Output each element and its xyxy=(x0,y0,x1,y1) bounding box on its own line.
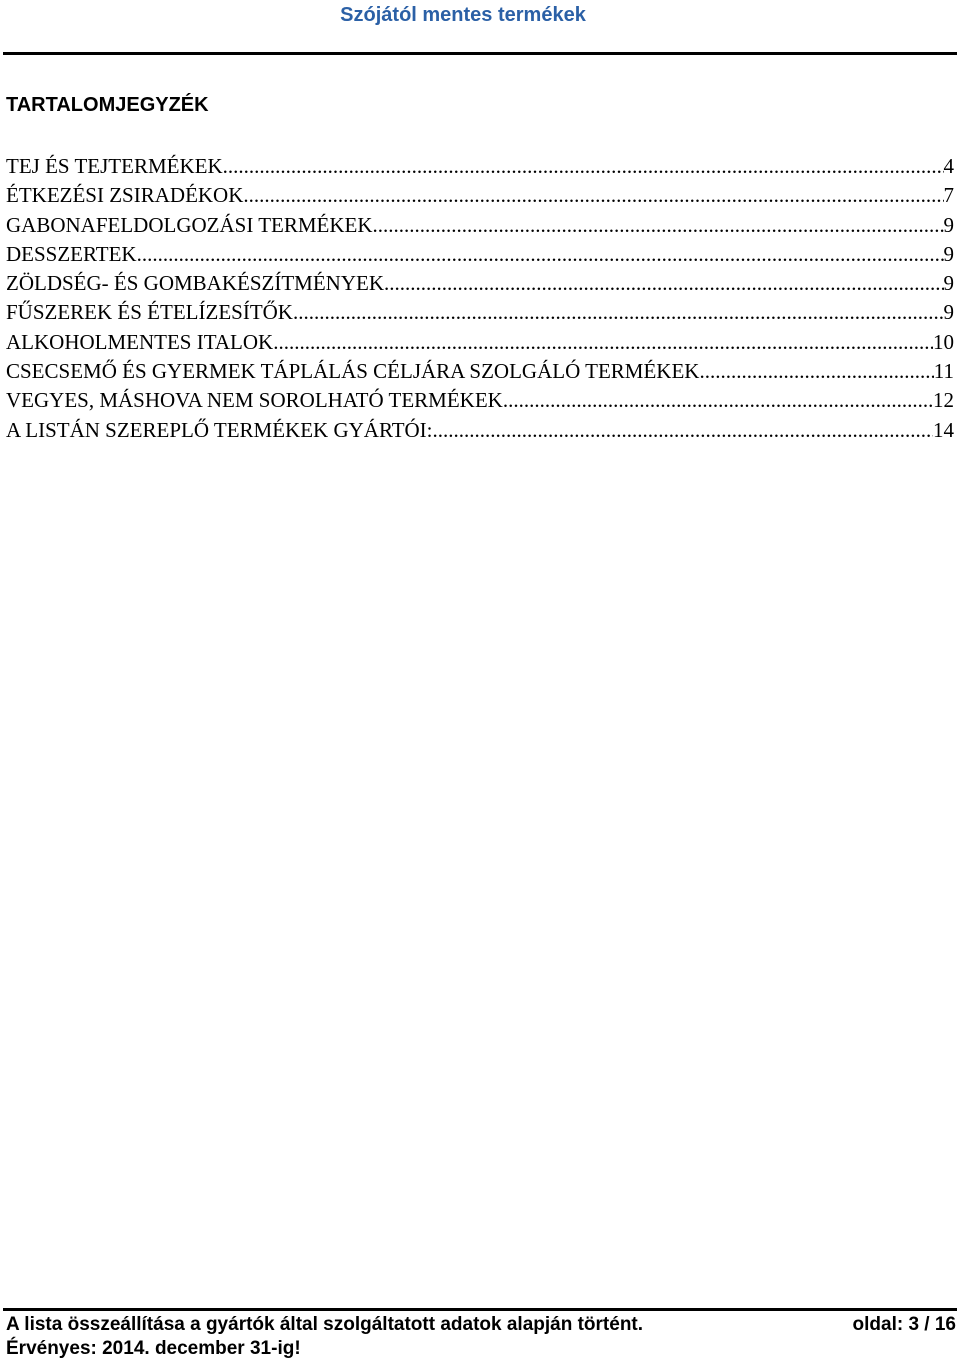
header-divider xyxy=(3,52,957,55)
toc-entry-page: 11 xyxy=(933,359,954,384)
toc-leader-dots xyxy=(699,357,933,386)
toc-entry-title: FŰSZEREK ÉS ÉTELÍZESÍTŐK xyxy=(6,300,293,325)
toc-leader-dots xyxy=(137,240,944,269)
toc-entry-title: ZÖLDSÉG- ÉS GOMBAKÉSZÍTMÉNYEK xyxy=(6,271,384,296)
toc-leader-dots xyxy=(243,181,943,210)
toc-entry-page: 9 xyxy=(943,241,954,266)
toc-entry-title: A LISTÁN SZEREPLŐ TERMÉKEK GYÁRTÓI: xyxy=(6,417,433,442)
page-number: oldal: 3 / 16 xyxy=(852,1314,956,1335)
toc-entry-title: DESSZERTEK xyxy=(6,241,137,266)
toc-entry-title: GABONAFELDOLGOZÁSI TERMÉKEK xyxy=(6,212,373,237)
toc-entry[interactable] xyxy=(6,328,954,357)
toc-entry[interactable] xyxy=(6,386,954,415)
toc-leader-dots xyxy=(503,386,933,415)
footer-divider xyxy=(3,1308,957,1311)
toc-leader-dots xyxy=(433,416,933,445)
toc-leader-dots xyxy=(384,269,944,298)
toc-leader-dots xyxy=(373,211,944,240)
footer-row xyxy=(6,1313,956,1337)
toc-entry-page: 9 xyxy=(943,300,954,325)
toc-entry-page: 9 xyxy=(943,212,954,237)
toc-entry-title: ALKOHOLMENTES ITALOK xyxy=(6,329,274,354)
toc-entry-page: 4 xyxy=(943,154,954,178)
toc-entry-title: VEGYES, MÁSHOVA NEM SOROLHATÓ TERMÉKEK xyxy=(6,388,503,413)
toc-entry-page: 10 xyxy=(933,329,954,354)
toc-entry[interactable] xyxy=(6,152,954,181)
toc-leader-dots xyxy=(273,328,933,357)
toc-leader-dots xyxy=(223,152,944,181)
toc-entry-title: ÉTKEZÉSI ZSIRADÉKOK xyxy=(6,183,244,208)
toc-entry[interactable] xyxy=(6,357,954,386)
toc-entry-page: 9 xyxy=(943,271,954,296)
toc-entry[interactable] xyxy=(6,416,954,445)
footer-validity: Érvényes: 2014. december 31-ig! xyxy=(6,1338,301,1359)
toc-entry[interactable] xyxy=(6,211,954,240)
toc-entry[interactable] xyxy=(6,269,954,298)
footer-note: A lista összeállítása a gyártók által szolgáltatott adatok alapján történt. xyxy=(6,1314,644,1335)
toc-entry[interactable] xyxy=(6,181,954,210)
toc-entry-page: 7 xyxy=(943,183,954,208)
toc-entry-page: 12 xyxy=(933,388,954,413)
toc-entry-title: TEJ ÉS TEJTERMÉKEK xyxy=(6,154,223,178)
toc-entry[interactable] xyxy=(6,298,954,327)
toc-entry-title: CSECSEMŐ ÉS GYERMEK TÁPLÁLÁS CÉLJÁRA SZOLGÁLÓ TERMÉKEK xyxy=(6,359,700,384)
toc-list xyxy=(6,152,954,445)
document-header-title: Szójától mentes termékek xyxy=(340,4,586,26)
toc-entry[interactable] xyxy=(6,240,954,269)
toc-leader-dots xyxy=(293,298,944,327)
toc-entry-page: 14 xyxy=(933,417,954,442)
toc-heading: TARTALOMJEGYZÉK xyxy=(6,94,209,116)
